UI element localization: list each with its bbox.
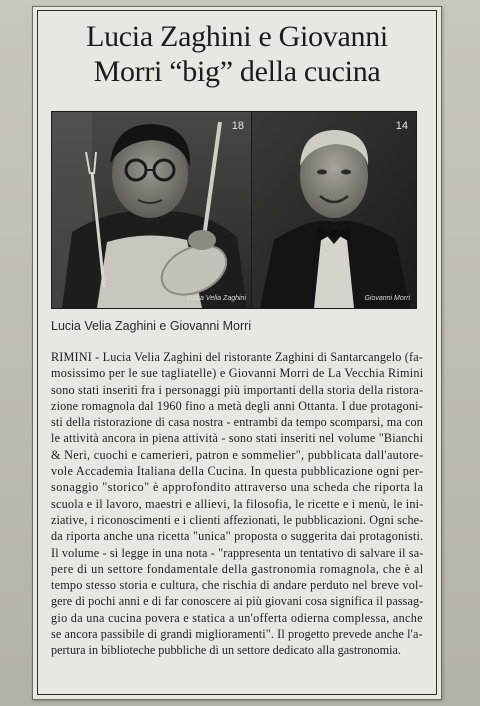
article-line: & Neri, cuochi e camerieri, patron e sommelier", pubblicata dall'autore-	[51, 447, 424, 462]
portrait-woman-with-ladle	[52, 112, 252, 308]
headline	[39, 19, 435, 89]
article-line: RIMINI - Lucia Velia Zaghini del ristorante Zaghini di Santarcangelo (fa-	[51, 350, 424, 364]
photo-giovanni-morri	[251, 111, 417, 309]
article-line: da riporta anche una ricetta "unica" proposta o suggerita dai protagonisti.	[51, 529, 424, 544]
article-line: sonaggio "storico" è approfondito attraverso una scheda che riporta la	[51, 480, 424, 495]
article-line: le attività ancora in piena attività - sono stati inseriti nel volume "Bianchi	[51, 431, 424, 446]
article-line: se ancora passibile di grandi miglioramenti". Il progetto prevede anche l'a-	[51, 627, 423, 642]
article-line: ziative, i riconoscimenti e i clienti affezionati, le pubblicazioni. Ogni sche-	[51, 512, 424, 527]
photo-caption: Lucia Velia Zaghini e Giovanni Morri	[51, 319, 252, 333]
article-line: Il volume - si legge in una nota - "rappresenta un tentativo di salvare il sa-	[51, 545, 424, 560]
article-line: vole Accademia Italiana della Cucina. In questa pubblicazione ogni per-	[51, 464, 424, 479]
portrait-man-in-bow-tie	[252, 112, 416, 308]
photo-number: 14	[395, 120, 408, 132]
headline-line-1: Lucia Zaghini e Giovanni	[86, 20, 388, 53]
article-line: gere di pochi anni e di far conoscere ai più giovani cosa significa il passag-	[51, 594, 424, 609]
photo-signature: Lucia Velia Zaghini	[187, 295, 246, 302]
newspaper-clipping	[32, 6, 442, 700]
article-line: sti della ristorazione di casa nostra - entrambi da tempo scomparsi, ma con	[51, 415, 423, 430]
article-body	[51, 349, 423, 659]
photo-number: 18	[231, 120, 244, 132]
headline-line-2: Morri “big” della cucina	[93, 55, 381, 88]
article-line: zione romagnola dal 1960 fino a metà degli anni Ottanta. I due protagoni-	[51, 398, 423, 413]
photo-lucia-zaghini	[51, 111, 253, 309]
article-line: sono stati inseriti fra i personaggi più importanti della storia della ristora-	[51, 382, 424, 397]
photo-signature: Giovanni Morri	[364, 295, 410, 302]
article-line: pere di un settore fondamentale della gastronomia romagnola, che è al	[51, 561, 424, 576]
article-line: tempo stesso storia e cultura, che rischia di andare perduto nel breve vol-	[51, 578, 423, 593]
article-line: mosissimo per le sue tagliatelle) e Giovanni Morri de La Vecchia Rimini	[51, 366, 424, 381]
article-line: pertura in biblioteche pubbliche di un settore dedicato alla gastronomia.	[51, 643, 401, 658]
article-line: scuola e il lavoro, maestri e allievi, la filosofia, le ricette e i menù, le ini-	[51, 496, 424, 511]
article-line: gio da una cucina povera e statica a un'offerta odierna complessa, anche	[51, 610, 423, 625]
